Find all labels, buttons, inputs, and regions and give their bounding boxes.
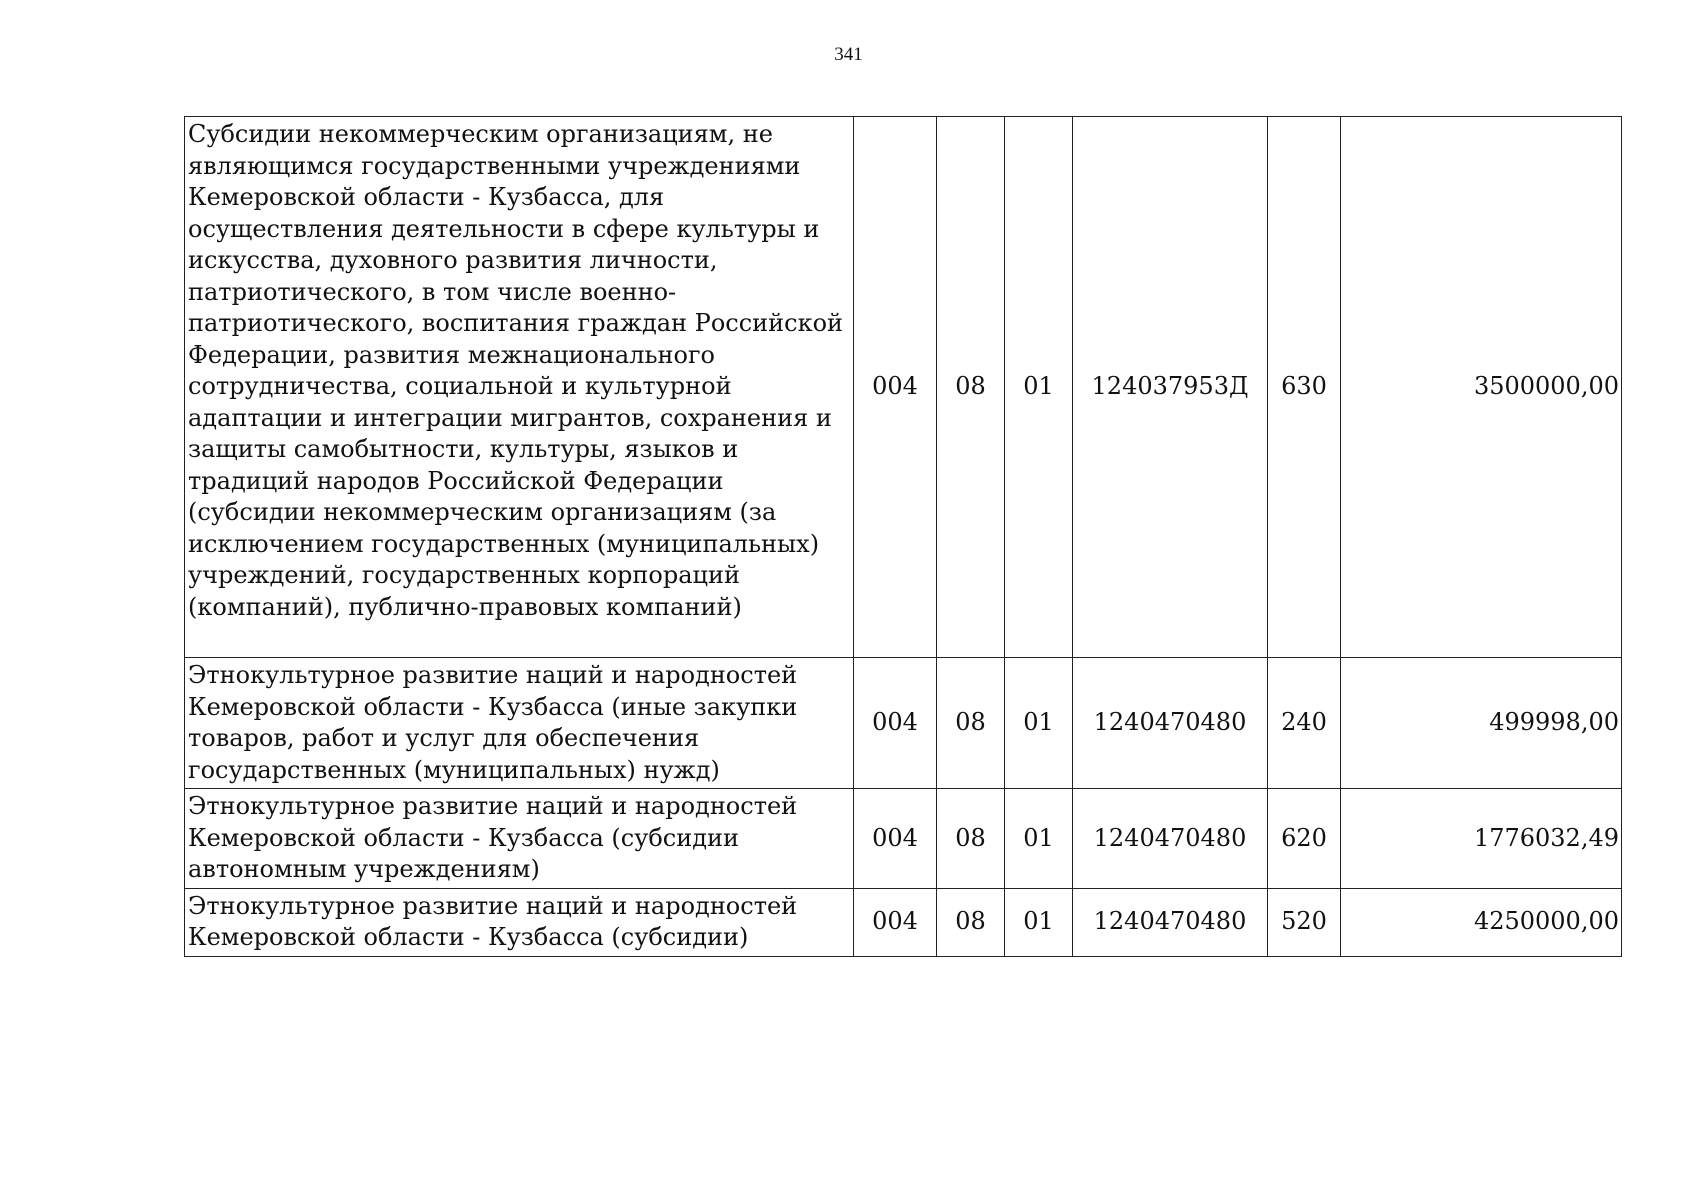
amount: 3500000,00 <box>1341 117 1622 658</box>
section-code: 08 <box>937 789 1005 889</box>
amount: 1776032,49 <box>1341 789 1622 889</box>
ministry-code: 004 <box>854 789 937 889</box>
subsection-code: 01 <box>1005 117 1073 658</box>
expense-type-code: 620 <box>1268 789 1341 889</box>
target-article-code: 124037953Д <box>1073 117 1268 658</box>
section-code: 08 <box>937 888 1005 956</box>
page-number: 341 <box>834 44 863 65</box>
section-code: 08 <box>937 117 1005 658</box>
row-description: Этнокультурное развитие наций и народностей Кемеровской области - Кузбасса (иные закупки товаров, работ и услуг для обеспечения государственных (муниципальных) нужд) <box>185 658 854 789</box>
table-row <box>185 789 1622 889</box>
table-row <box>185 888 1622 956</box>
section-code: 08 <box>937 658 1005 789</box>
expense-type-code: 240 <box>1268 658 1341 789</box>
amount: 499998,00 <box>1341 658 1622 789</box>
budget-table <box>184 116 1622 957</box>
subsection-code: 01 <box>1005 658 1073 789</box>
ministry-code: 004 <box>854 888 937 956</box>
target-article-code: 1240470480 <box>1073 789 1268 889</box>
row-description: Субсидии некоммерческим организациям, не являющимся государственными учреждениями Кемеровской области - Кузбасса, для осуществления деятельности в сфере культуры и искусства, духовного развития личности, патриотического, в том числе военно-патриотического, воспитания граждан Российской Федерации, развития межнационального сотрудничества, социальной и культурной адаптации и интеграции мигрантов, сохранения и защиты самобытности, культуры, языков и традиций народов Российской Федерации (субсидии некоммерческим организациям (за исключением государственных (муниципальных) учреждений, государственных корпораций (компаний), публично-правовых компаний) <box>185 117 854 658</box>
amount: 4250000,00 <box>1341 888 1622 956</box>
row-description: Этнокультурное развитие наций и народностей Кемеровской области - Кузбасса (субсидии) <box>185 888 854 956</box>
target-article-code: 1240470480 <box>1073 888 1268 956</box>
table-row <box>185 117 1622 658</box>
expense-type-code: 520 <box>1268 888 1341 956</box>
ministry-code: 004 <box>854 117 937 658</box>
expense-type-code: 630 <box>1268 117 1341 658</box>
target-article-code: 1240470480 <box>1073 658 1268 789</box>
row-description: Этнокультурное развитие наций и народностей Кемеровской области - Кузбасса (субсидии автономным учреждениям) <box>185 789 854 889</box>
ministry-code: 004 <box>854 658 937 789</box>
subsection-code: 01 <box>1005 888 1073 956</box>
table-row <box>185 658 1622 789</box>
subsection-code: 01 <box>1005 789 1073 889</box>
